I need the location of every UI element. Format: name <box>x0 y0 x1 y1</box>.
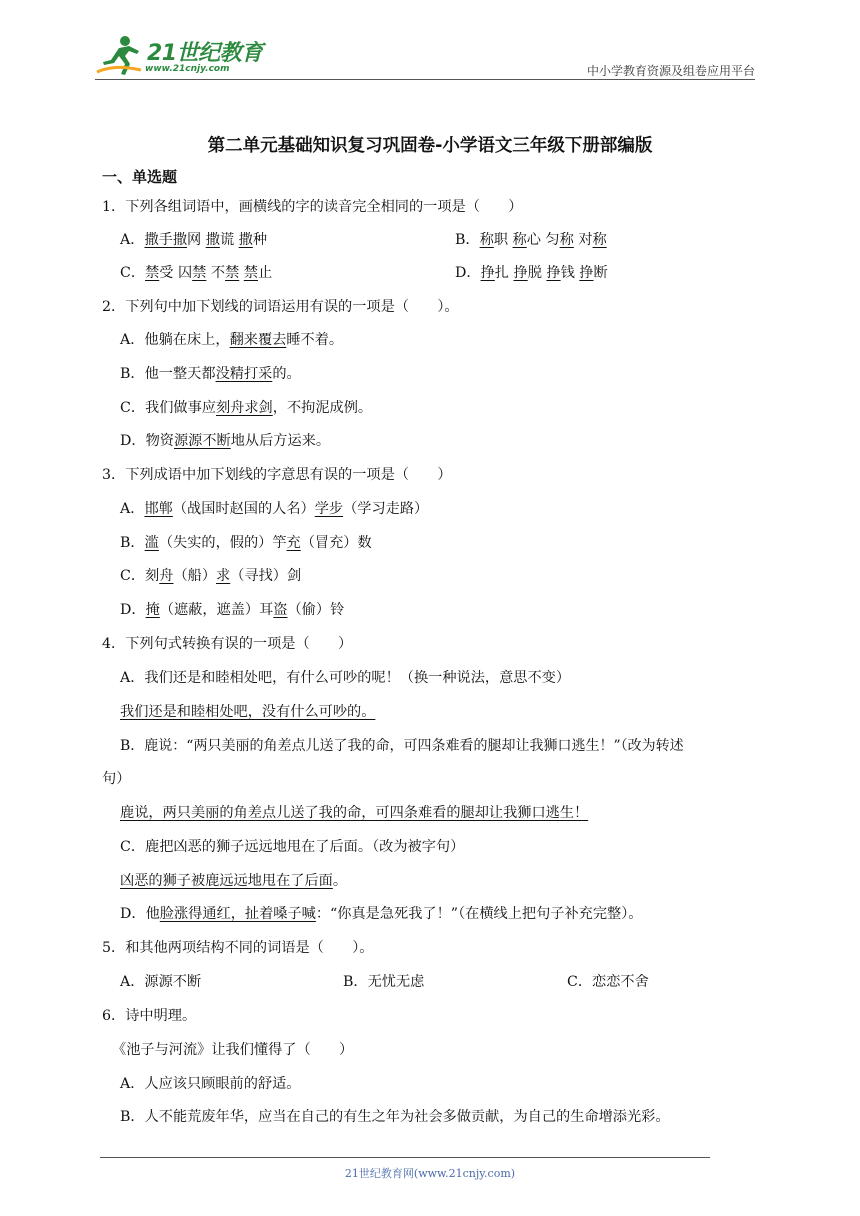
question-3-option-b: B．滥（失实的，假的）竽充（冒充）数 <box>120 535 372 551</box>
document-title: 第二单元基础知识复习巩固卷-小学语文三年级下册部编版 <box>207 136 653 156</box>
logo-url: www.21cnjy.com <box>145 64 230 74</box>
question-1-option-b: B．称职 称心 匀称 对称 <box>455 232 607 248</box>
footer-rule <box>100 1157 710 1158</box>
question-6-stem: 6．诗中明理。 <box>102 1008 197 1024</box>
header-rule <box>95 79 755 80</box>
question-1-option-c: C．禁受 囚禁 不禁 禁止 <box>120 265 273 281</box>
question-4-option-a: A．我们还是和睦相处吧，有什么可吵的呢！（换一种说法，意思不变） <box>120 670 571 686</box>
question-4-stem: 4．下列句式转换有误的一项是（ ） <box>102 636 353 652</box>
question-4-option-c-answer: 凶恶的狮子被鹿远远地甩在了后面。 <box>120 873 348 889</box>
question-6-option-a: A．人应该只顾眼前的舒适。 <box>120 1076 301 1092</box>
question-3-stem: 3．下列成语中加下划线的字意思有误的一项是（ ） <box>102 467 452 483</box>
question-3-option-c: C．刻舟（船）求（寻找）剑 <box>120 568 302 584</box>
question-4-option-d: D．他脸涨得通红，扯着嗓子喊：“你真是急死我了！”（在横线上把句子补充完整）。 <box>120 906 643 922</box>
question-4-option-b: B．鹿说：“两只美丽的角差点儿送了我的命，可四条难看的腿却让我狮口逃生！”（改为转述 <box>120 738 684 754</box>
question-5-option-c: C．恋恋不舍 <box>567 974 649 990</box>
section-heading: 一、单选题 <box>102 168 178 186</box>
question-2-option-d: D．物资源源不断地从后方运来。 <box>120 433 331 449</box>
question-2-option-a: A．他躺在床上，翻来覆去睡不着。 <box>120 332 344 348</box>
question-2-option-b: B．他一整天都没精打采的。 <box>120 366 301 382</box>
question-4-option-b-answer: 鹿说，两只美丽的角差点儿送了我的命，可四条难看的腿却让我狮口逃生！ <box>120 805 589 821</box>
logo-text: 21世纪教育 <box>147 41 263 66</box>
question-5-option-a: A．源源不断 <box>120 974 202 990</box>
logo <box>95 34 265 78</box>
question-4-option-a-answer: 我们还是和睦相处吧，没有什么可吵的。 <box>120 704 376 720</box>
question-2-option-c: C．我们做事应刻舟求剑，不拘泥成例。 <box>120 400 373 416</box>
question-6-sub-stem: 《池子与河流》让我们懂得了（ ） <box>112 1042 354 1058</box>
footer-link[interactable]: 21世纪教育网(www.21cnjy.com) <box>344 1167 516 1180</box>
question-2-stem: 2．下列句中加下划线的词语运用有误的一项是（ ）。 <box>102 299 459 315</box>
question-4-option-b-cont: 句） <box>102 771 131 787</box>
question-6-option-b: B．人不能荒废年华，应当在自己的有生之年为社会多做贡献，为自己的生命增添光彩。 <box>120 1109 670 1125</box>
question-3-option-a: A．邯郸（战国时赵国的人名）学步（学习走路） <box>120 501 429 517</box>
header <box>95 30 755 80</box>
question-1-option-d: D．挣扎 挣脱 挣钱 挣断 <box>455 265 608 281</box>
header-platform: 中小学教育资源及组卷应用平台 <box>586 64 755 78</box>
runner-logo-icon <box>95 34 145 78</box>
question-5-stem: 5．和其他两项结构不同的词语是（ ）。 <box>102 940 374 956</box>
question-3-option-d: D．掩（遮蔽，遮盖）耳盗（偷）铃 <box>120 602 345 618</box>
question-4-option-c: C．鹿把凶恶的狮子远远地甩在了后面。（改为被字句） <box>120 839 465 855</box>
question-1-stem: 1．下列各组词语中，画横线的字的读音完全相同的一项是（ ） <box>102 199 523 215</box>
question-5-option-b: B．无忧无虑 <box>343 974 425 990</box>
question-1-option-a: A．撒手撒网 撒谎 撒种 <box>120 232 268 248</box>
